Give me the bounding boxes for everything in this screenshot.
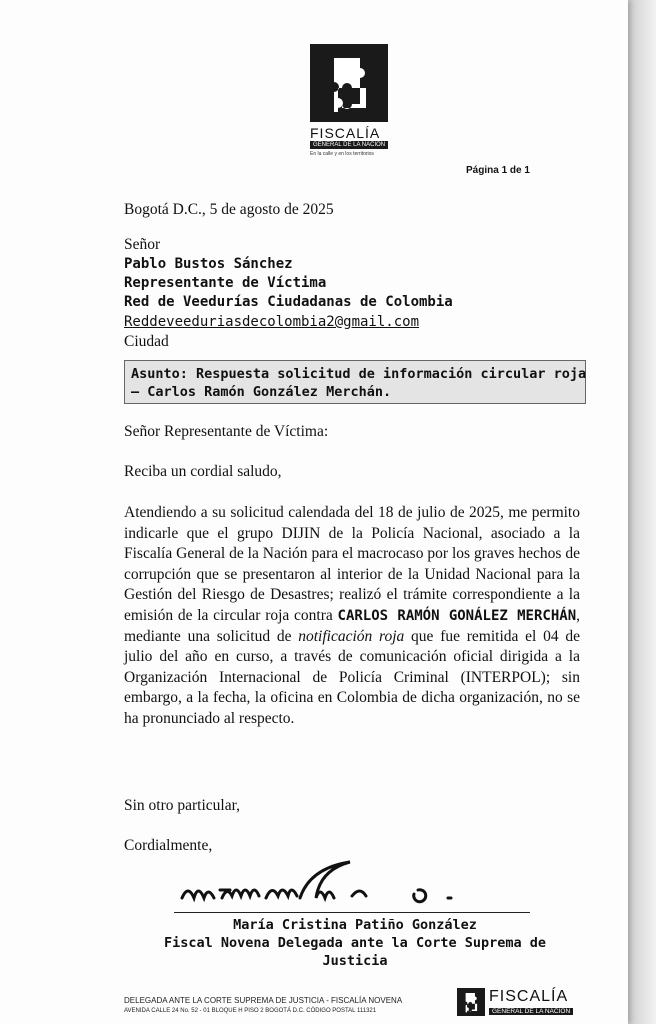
- signer-title-2: Justicia: [322, 953, 388, 969]
- subject-line-1: Asunto: Respuesta solicitud de información circular roja: [131, 366, 587, 382]
- footer-logo: [457, 988, 587, 1018]
- recipient-email[interactable]: Reddeveeduriasdecolombia2@gmail.com: [124, 314, 420, 330]
- fiscalia-logo: [310, 44, 390, 157]
- greeting: Señor Representante de Víctima:: [124, 423, 329, 440]
- body-italic: notificación roja: [298, 627, 405, 645]
- logo-subtitle: GENERAL DE LA NACIÓN: [310, 141, 388, 149]
- subject-line-2: – Carlos Ramón González Merchán.: [131, 384, 392, 400]
- footer-logo-name: FISCALÍA: [489, 988, 569, 1005]
- recipient-block: [124, 235, 453, 352]
- footer-line-2: AVENIDA CALLE 24 No. 52 - 01 BLOQUE H PISO 2 BOGOTÁ D.C. CÓDIGO POSTAL 111321: [124, 1008, 377, 1014]
- recipient-org: Red de Veedurías Ciudadanas de Colombia: [124, 294, 453, 310]
- letter-date: Bogotá D.C., 5 de agosto de 2025: [124, 201, 334, 218]
- body-paragraph: [124, 503, 580, 730]
- footer-line-1: DELEGADA ANTE LA CORTE SUPREMA DE JUSTICIA - FISCALÍA NOVENA: [124, 996, 403, 1005]
- recipient-city: Ciudad: [124, 333, 169, 350]
- footer-logo-sub: GENERAL DE LA NACIÓN: [489, 1008, 573, 1015]
- subject-box: [124, 360, 586, 404]
- recipient-role: Representante de Víctima: [124, 275, 327, 291]
- footer-address: [124, 996, 402, 1016]
- handwritten-signature: [176, 858, 476, 918]
- page-number: Página 1 de 1: [466, 165, 530, 176]
- puzzle-logo-icon: [310, 44, 388, 122]
- footer-puzzle-icon: [457, 988, 485, 1016]
- logo-name: FISCALÍA: [310, 125, 381, 141]
- body-text-1: Atendiendo a su solicitud calendada del 18 de julio de 2025, me permito indicarle que el grupo DIJIN de la Policía Nacional, asociado a la Fiscalía General de la Nación para el macrocaso por los graves hechos de corrupción que se presentaron al interior de la Unidad Nacional para la Gestión del Riesgo de Desastres; realizó el trámite correspondiente a la emisión de la circular roja contra: [124, 504, 580, 624]
- body-bold-name: CARLOS RAMÓN GONÁLEZ MERCHÁN: [337, 607, 577, 624]
- salutation-title: Señor: [124, 236, 161, 253]
- closing-2: Cordialmente,: [124, 837, 213, 854]
- recipient-name: Pablo Bustos Sánchez: [124, 256, 293, 272]
- signer-block: [140, 916, 570, 970]
- logo-motto: En la calle y en los territorios: [310, 151, 374, 157]
- body-text-2: , mediante una solicitud de: [124, 606, 580, 645]
- signer-name: María Cristina Patiño González: [233, 917, 477, 933]
- body-text-3: que fue remitida el 04 de julio del año en curso, a través de comunicación oficial dirigida a la Organización Internacional de Policía Criminal (INTERPOL); sin embargo, a la fecha, la oficina en Colombia de dicha organización, no se ha pronunciado al respecto.: [124, 627, 580, 727]
- signature-line: [174, 912, 530, 913]
- signer-title-1: Fiscal Novena Delegada ante la Corte Suprema de: [163, 935, 546, 951]
- opening: Reciba un cordial saludo,: [124, 463, 282, 480]
- closing-1: Sin otro particular,: [124, 797, 241, 814]
- page-edge-shadow: [628, 0, 656, 1024]
